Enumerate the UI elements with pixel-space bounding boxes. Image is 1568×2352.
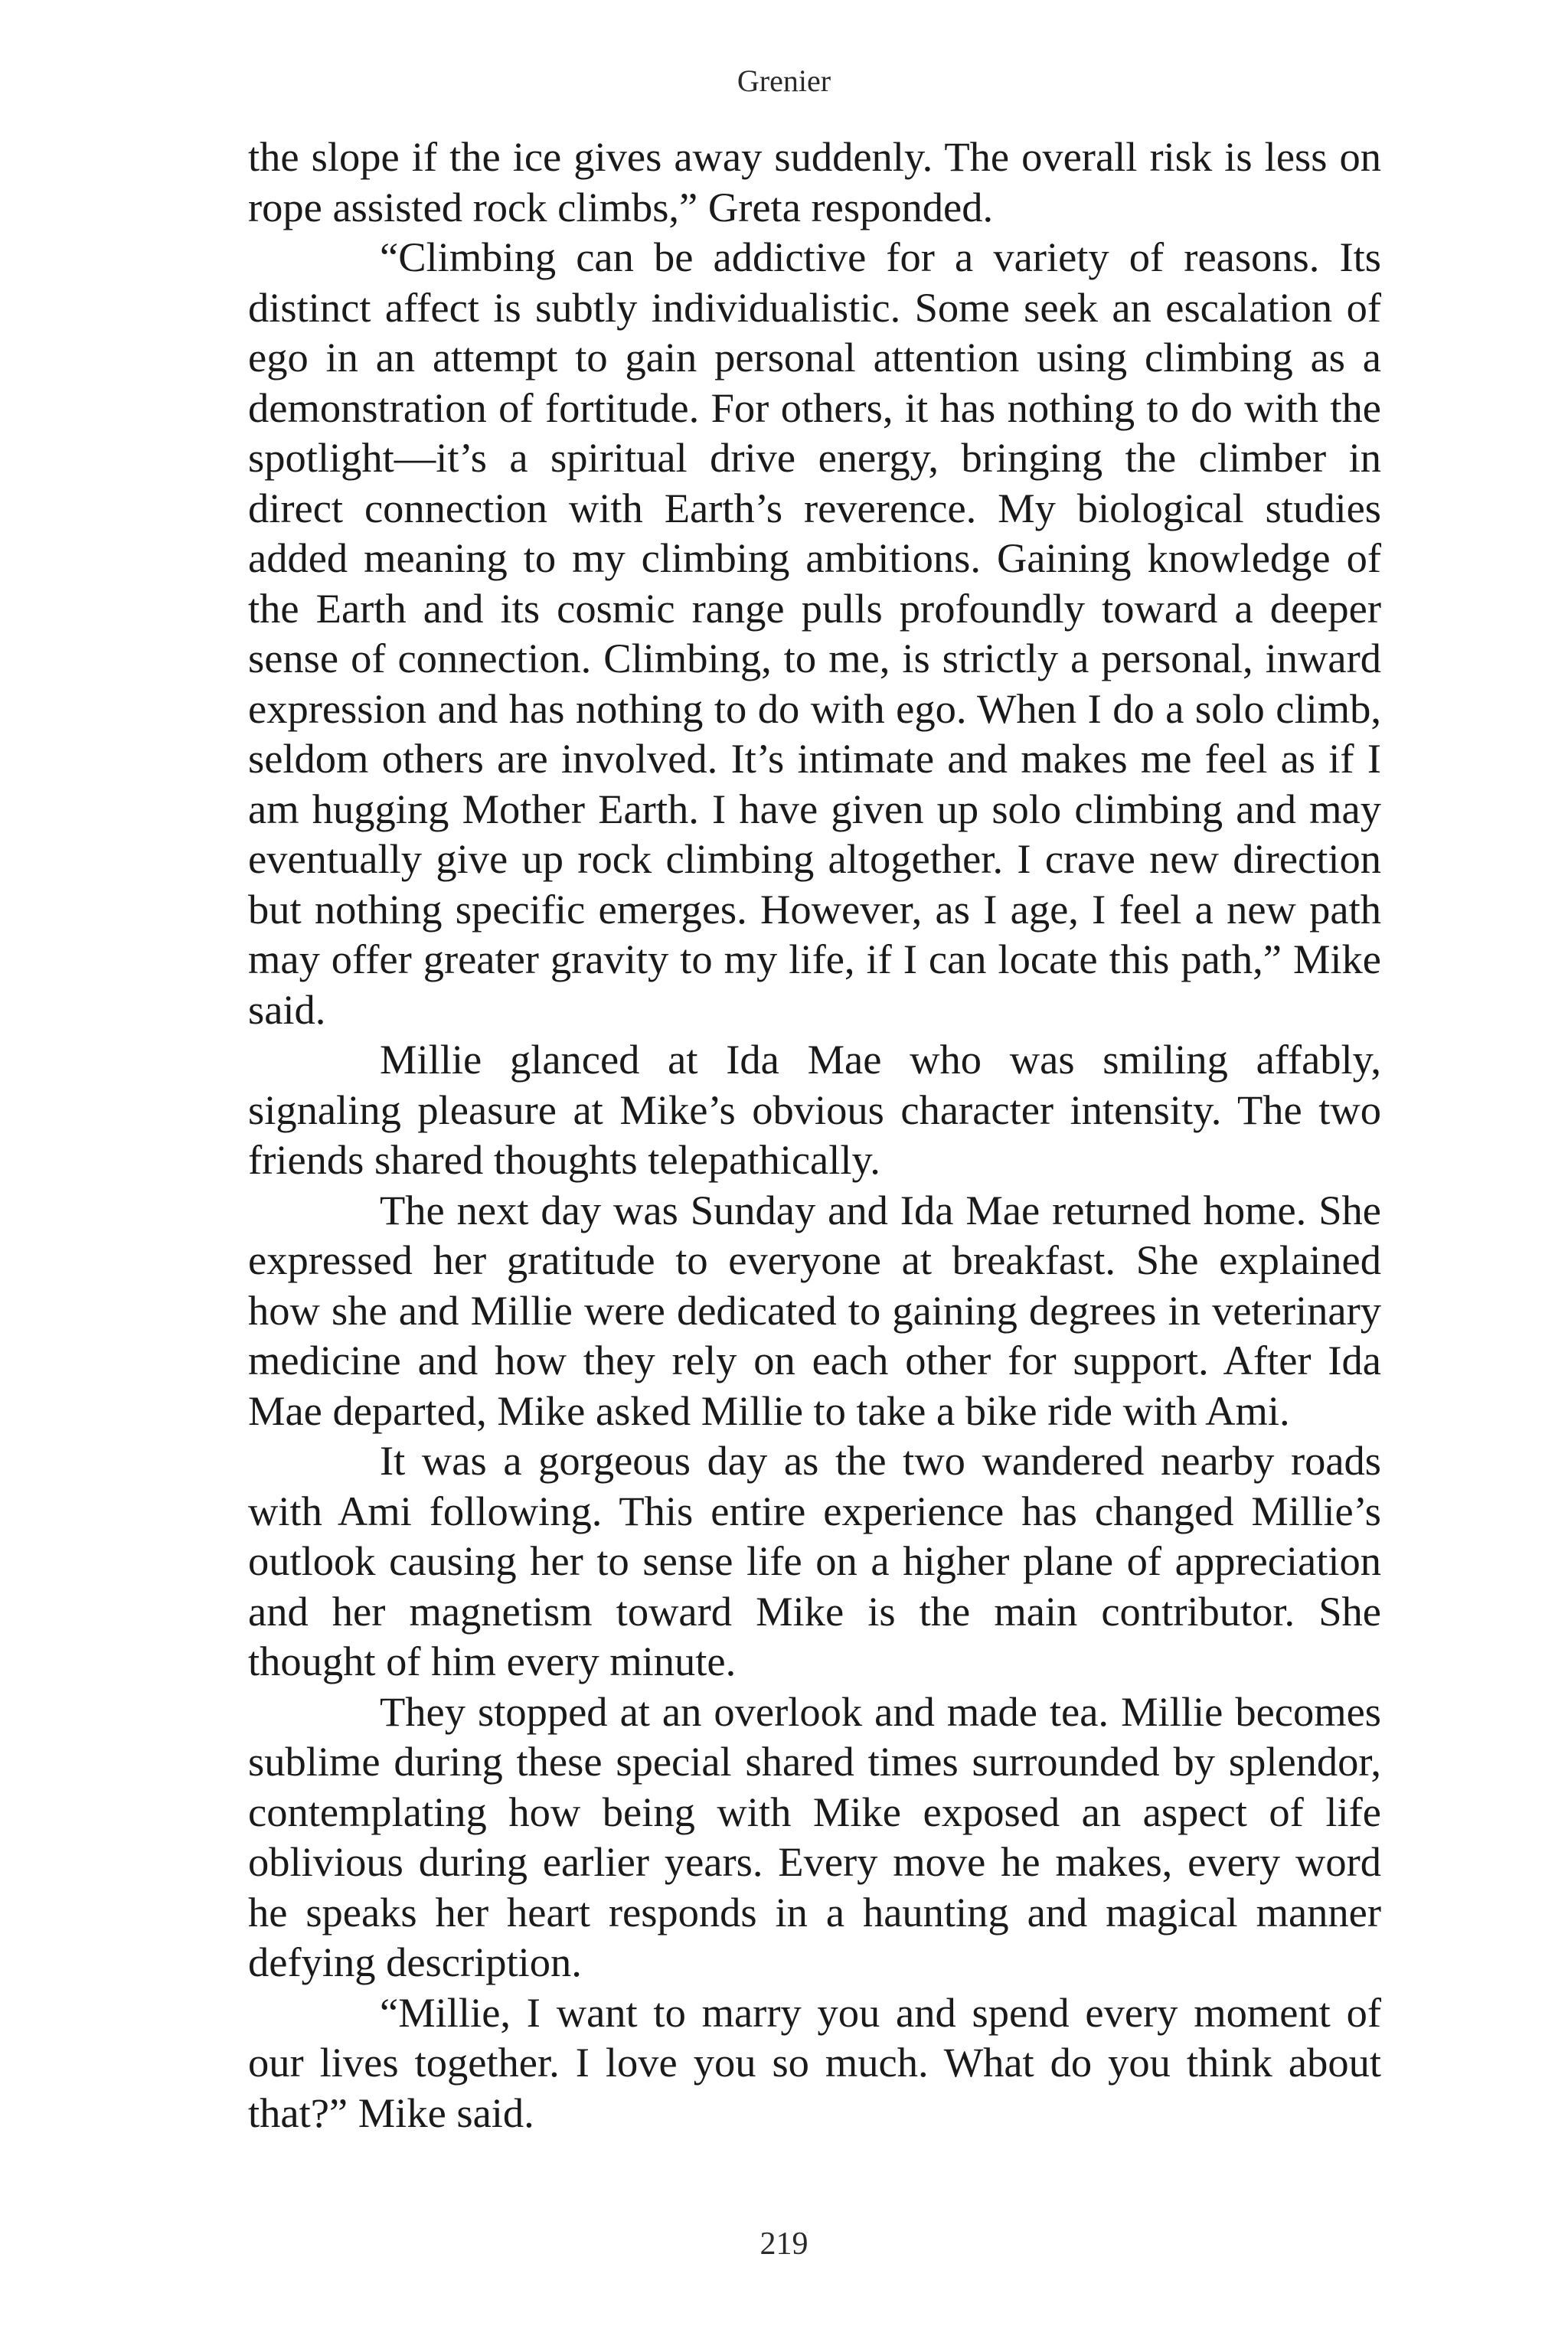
paragraph: “Climbing can be addictive for a variety of reasons. Its distinct affect is subtly individualistic. Some seek an escalation of ego in an attempt to gain personal attention using climbing as a demonstration of fortitude. For others, it has nothing to do with the spotlight—it’s a spiritual drive energy, bringing the climber in direct connection with Earth’s reverence. My biological studies added meaning to my climbing ambitions. Gaining knowledge of the Earth and its cosmic range pulls profoundly toward a deeper sense of connection. Climbing, to me, is strictly a personal, inward expression and has nothing to do with ego. When I do a solo climb, seldom others are involved. It’s intimate and makes me feel as if I am hugging Mother Earth. I have given up solo climbing and may eventually give up rock climbing altogether. I crave new direction but nothing specific emerges. However, as I age, I feel a new path may offer greater gravity to my life, if I can locate this path,” Mike said.	[248, 234, 1381, 1033]
body-text	[248, 132, 1381, 2138]
page-number: 219	[760, 2226, 808, 2262]
paragraph: The next day was Sunday and Ida Mae returned home. She expressed her gratitude to everyone at breakfast. She explained how she and Millie were dedicated to gaining degrees in veterinary medicine and how they rely on each other for support. After Ida Mae departed, Mike asked Millie to take a bike ride with Ami.	[248, 1186, 1381, 1434]
running-head: Grenier	[737, 64, 831, 98]
paragraph: the slope if the ice gives away suddenly. The overall risk is less on rope assisted rock climbs,” Greta responded.	[248, 133, 1381, 230]
paragraph: “Millie, I want to marry you and spend every moment of our lives together. I love you so much. What do you think about that?” Mike said.	[248, 1988, 1381, 2136]
paragraph: They stopped at an overlook and made tea. Millie becomes sublime during these special shared times surrounded by splendor, contemplating how being with Mike exposed an aspect of life oblivious during earlier years. Every move he makes, every word he speaks her heart responds in a haunting and magical manner defying description.	[248, 1687, 1381, 1985]
paragraph: Millie glanced at Ida Mae who was smiling affably, signaling pleasure at Mike’s obvious character intensity. The two friends shared thoughts telepathically.	[248, 1036, 1381, 1183]
paragraph: It was a gorgeous day as the two wandered nearby roads with Ami following. This entire experience has changed Millie’s outlook causing her to sense life on a higher plane of appreciation and her magnetism toward Mike is the main contributor. She thought of him every minute.	[248, 1437, 1381, 1684]
